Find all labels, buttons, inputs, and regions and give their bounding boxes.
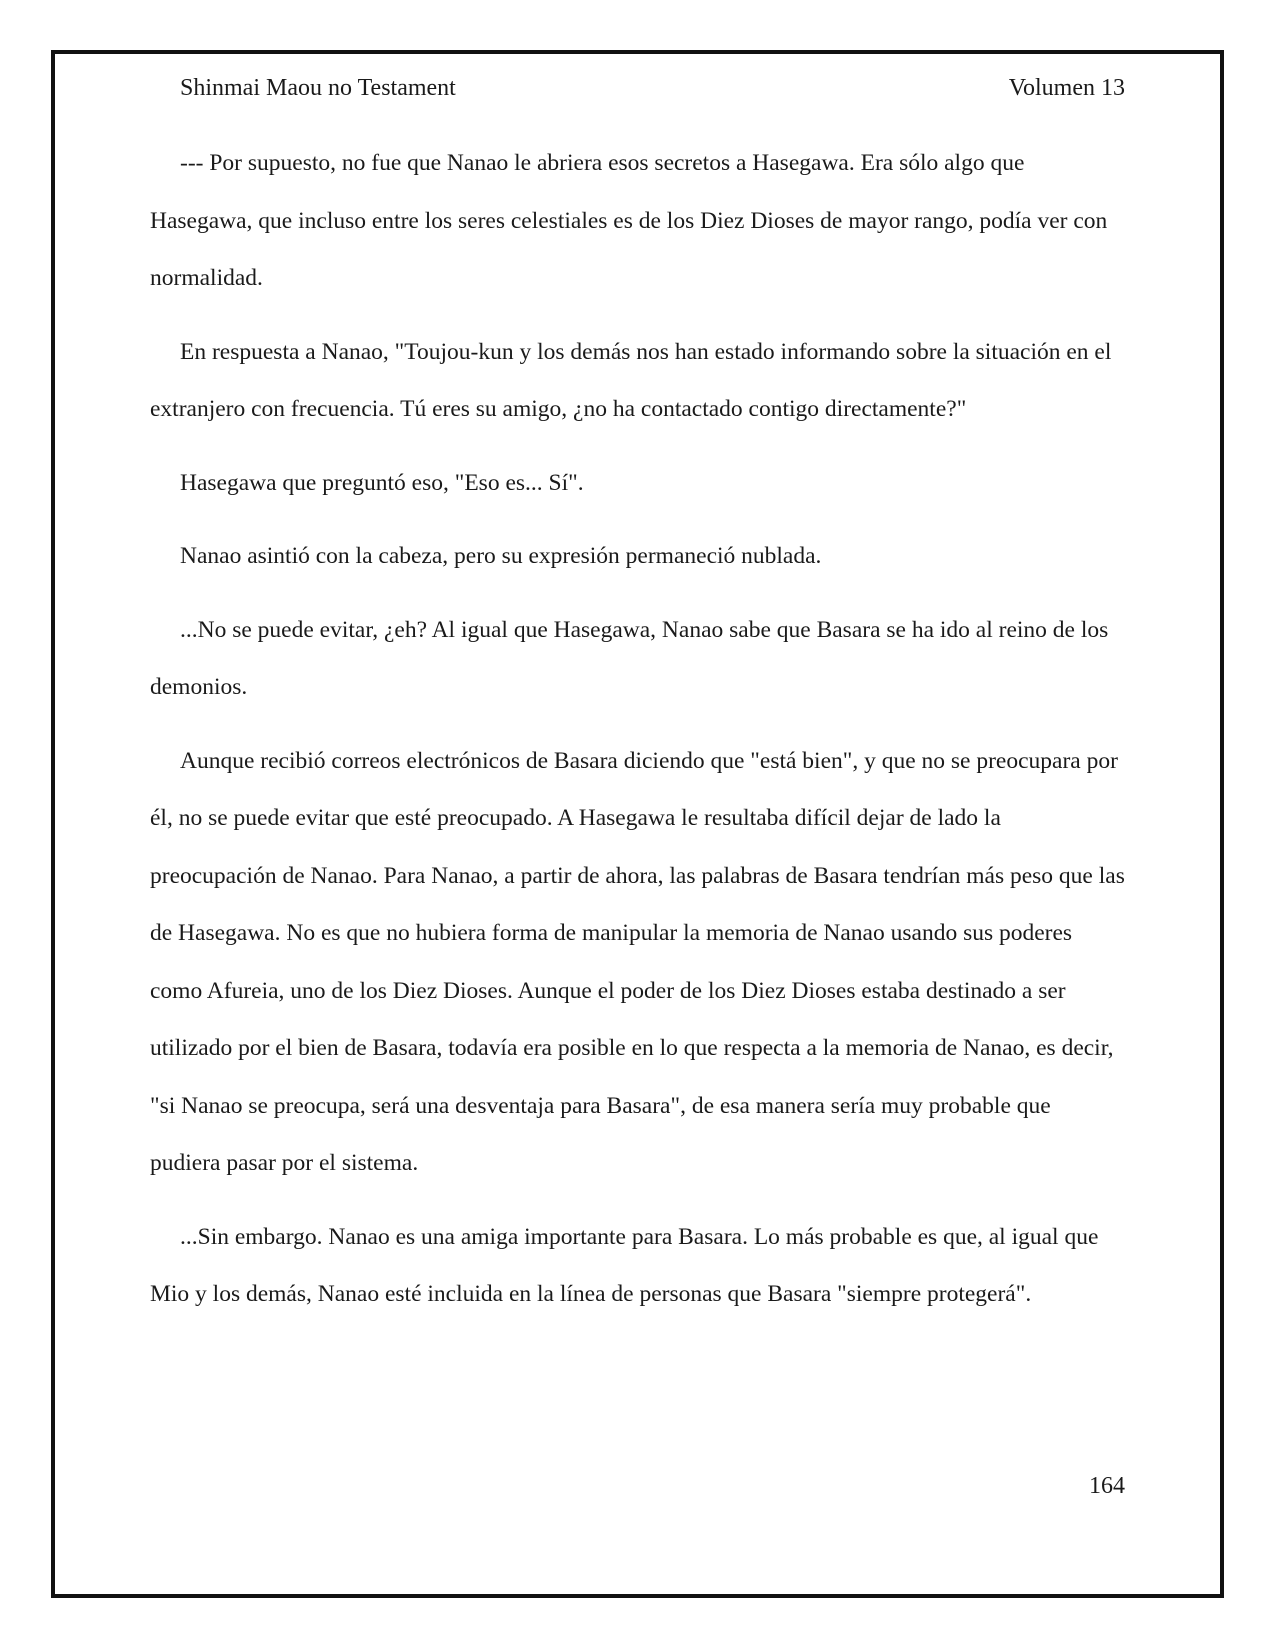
- paragraph: En respuesta a Nanao, "Toujou-kun y los demás nos han estado informando sobre la situación en el extranjero con frecuencia. Tú eres su amigo, ¿no ha contactado contigo directamente?": [150, 338, 1112, 422]
- paragraph: Hasegawa que preguntó eso, "Eso es... Sí".: [180, 469, 584, 496]
- book-title-header: Shinmai Maou no Testament: [180, 75, 456, 101]
- paragraph: ...Sin embargo. Nanao es una amiga importante para Basara. Lo más probable es que, al igual que Mio y los demás, Nanao esté incluida en la línea de personas que Basara "siempre protegerá".: [150, 1223, 1099, 1307]
- paragraph: ...No se puede evitar, ¿eh? Al igual que Hasegawa, Nanao sabe que Basara se ha ido al reino de los demonios.: [150, 616, 1109, 700]
- paragraph: Nanao asintió con la cabeza, pero su expresión permaneció nublada.: [180, 543, 822, 569]
- paragraph: --- Por supuesto, no fue que Nanao le abriera esos secretos a Hasegawa. Era sólo algo que Hasegawa, que incluso entre los seres celestiales es de los Diez Dioses de mayor rango, podía ver con normalidad.: [150, 150, 1108, 291]
- volume-header: Volumen 13: [1008, 75, 1125, 101]
- body-text: [150, 135, 1125, 1340]
- page-number: 164: [1089, 1473, 1125, 1499]
- paragraph: Aunque recibió correos electrónicos de Basara diciendo que "está bien", y que no se preocupara por él, no se puede evitar que esté preocupado. A Hasegawa le resultaba difícil dejar de lado la preocupación de Nanao. Para Nanao, a partir de ahora, las palabras de Basara tendrían más peso que las de Hasegawa. No es que no hubiera forma de manipular la memoria de Nanao usando sus poderes como Afureia, uno de los Diez Dioses. Aunque el poder de los Diez Dioses estaba destinado a ser utilizado por el bien de Basara, todavía era posible en lo que respecta a la memoria de Nanao, es decir, "si Nanao se preocupa, será una desventaja para Basara", de esa manera sería muy probable que pudiera pasar por el sistema.: [150, 747, 1125, 1176]
